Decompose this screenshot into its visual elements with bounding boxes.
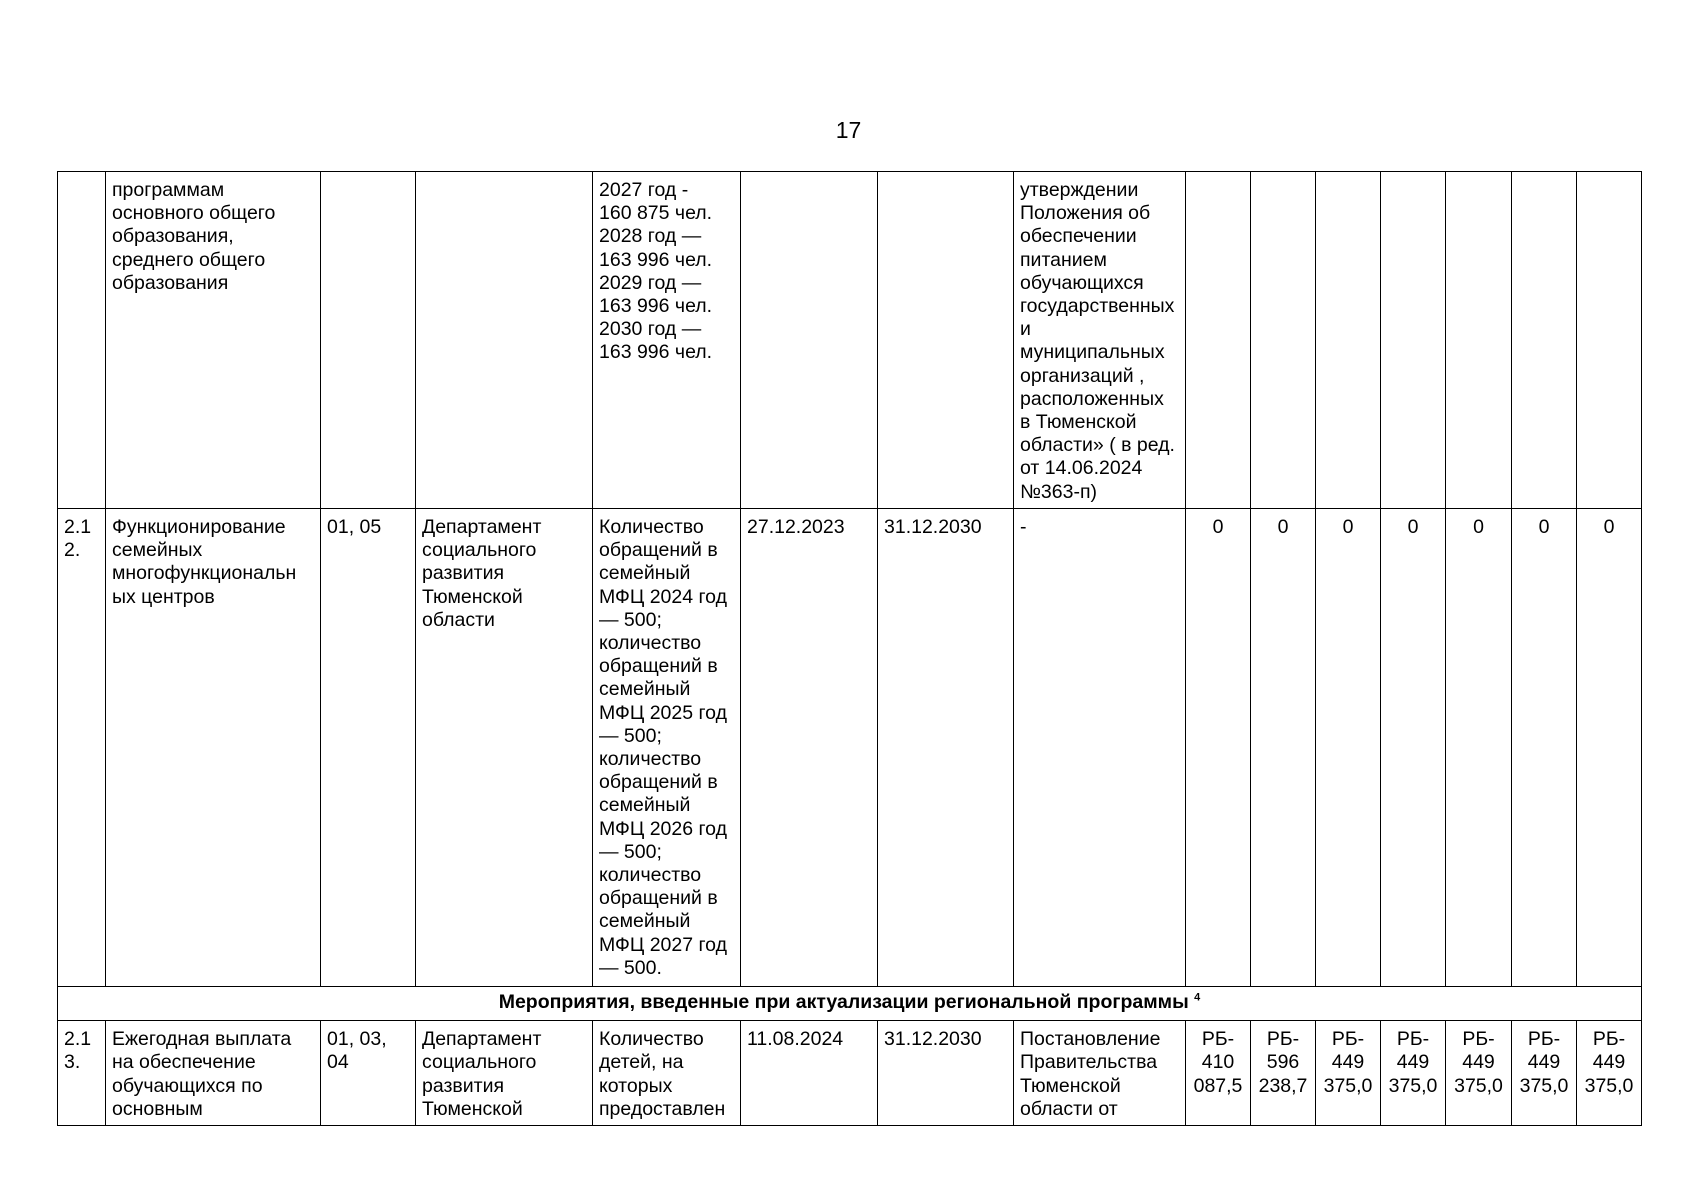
- cell-value: 0: [1316, 509, 1381, 987]
- program-measures-table: [57, 171, 1642, 1126]
- table-row: [58, 172, 1642, 509]
- cell-start-date: 27.12.2023: [741, 509, 878, 987]
- cell-indicator: Количество детей, на которых предоставлен: [593, 1021, 741, 1126]
- cell-value: 0: [1251, 509, 1316, 987]
- cell-value: РБ- 449 375,0: [1316, 1021, 1381, 1126]
- cell-legal-basis: Постановление Правительства Тюменской области от: [1014, 1021, 1186, 1126]
- cell-value: 0: [1186, 509, 1251, 987]
- cell-value: РБ- 449 375,0: [1446, 1021, 1512, 1126]
- cell-measure-name: программам основного общего образования, среднего общего образования: [106, 172, 321, 509]
- cell-legal-basis: -: [1014, 509, 1186, 987]
- cell-legal-basis: утверждении Положения об обеспечении питанием обучающихся государственных и муниципальных организаций , расположенных в Тюменской области» ( в ред. от 14.06.2024 №363-п): [1014, 172, 1186, 509]
- cell-codes: 01, 05: [321, 509, 416, 987]
- cell-value: 0: [1446, 509, 1512, 987]
- cell-start-date: [741, 172, 878, 509]
- section-title-text: Мероприятия, введенные при актуализации региональной программы: [498, 991, 1189, 1013]
- cell-value: РБ- 449 375,0: [1512, 1021, 1577, 1126]
- cell-measure-name: Ежегодная выплата на обеспечение обучающихся по основным: [106, 1021, 321, 1126]
- cell-end-date: 31.12.2030: [878, 509, 1014, 987]
- cell-value: [1251, 172, 1316, 509]
- cell-number: 2.1 2.: [58, 509, 106, 987]
- cell-value: [1186, 172, 1251, 509]
- cell-value: РБ- 596 238,7: [1251, 1021, 1316, 1126]
- cell-indicator: 2027 год - 160 875 чел. 2028 год — 163 996 чел. 2029 год — 163 996 чел. 2030 год — 163 996 чел.: [593, 172, 741, 509]
- cell-value: [1512, 172, 1577, 509]
- cell-executor: Департамент социального развития Тюменской: [416, 1021, 593, 1126]
- cell-value: [1446, 172, 1512, 509]
- cell-executor: Департамент социального развития Тюменской области: [416, 509, 593, 987]
- section-header-row: [58, 987, 1642, 1021]
- cell-end-date: 31.12.2030: [878, 1021, 1014, 1126]
- cell-number: 2.1 3.: [58, 1021, 106, 1126]
- cell-end-date: [878, 172, 1014, 509]
- cell-value: [1577, 172, 1642, 509]
- table-row: [58, 1021, 1642, 1126]
- cell-executor: [416, 172, 593, 509]
- cell-codes: 01, 03, 04: [321, 1021, 416, 1126]
- cell-value: 0: [1381, 509, 1446, 987]
- cell-indicator: Количество обращений в семейный МФЦ 2024 год — 500; количество обращений в семейный МФЦ 2025 год — 500; количество обращений в семейный МФЦ 2026 год — 500; количество обращений в семейный МФЦ 2027 год — 500.: [593, 509, 741, 987]
- cell-value: РБ- 449 375,0: [1381, 1021, 1446, 1126]
- cell-number: [58, 172, 106, 509]
- section-title: [58, 987, 1642, 1021]
- cell-value: [1381, 172, 1446, 509]
- footnote-marker: 4: [1194, 991, 1201, 1004]
- cell-value: РБ- 410 087,5: [1186, 1021, 1251, 1126]
- page-number: 17: [835, 117, 862, 143]
- cell-measure-name: Функционирование семейных многофункциональн ых центров: [106, 509, 321, 987]
- cell-start-date: 11.08.2024: [741, 1021, 878, 1126]
- cell-value: 0: [1512, 509, 1577, 987]
- cell-value: РБ- 449 375,0: [1577, 1021, 1642, 1126]
- cell-value: [1316, 172, 1381, 509]
- cell-value: 0: [1577, 509, 1642, 987]
- table-row: [58, 509, 1642, 987]
- cell-codes: [321, 172, 416, 509]
